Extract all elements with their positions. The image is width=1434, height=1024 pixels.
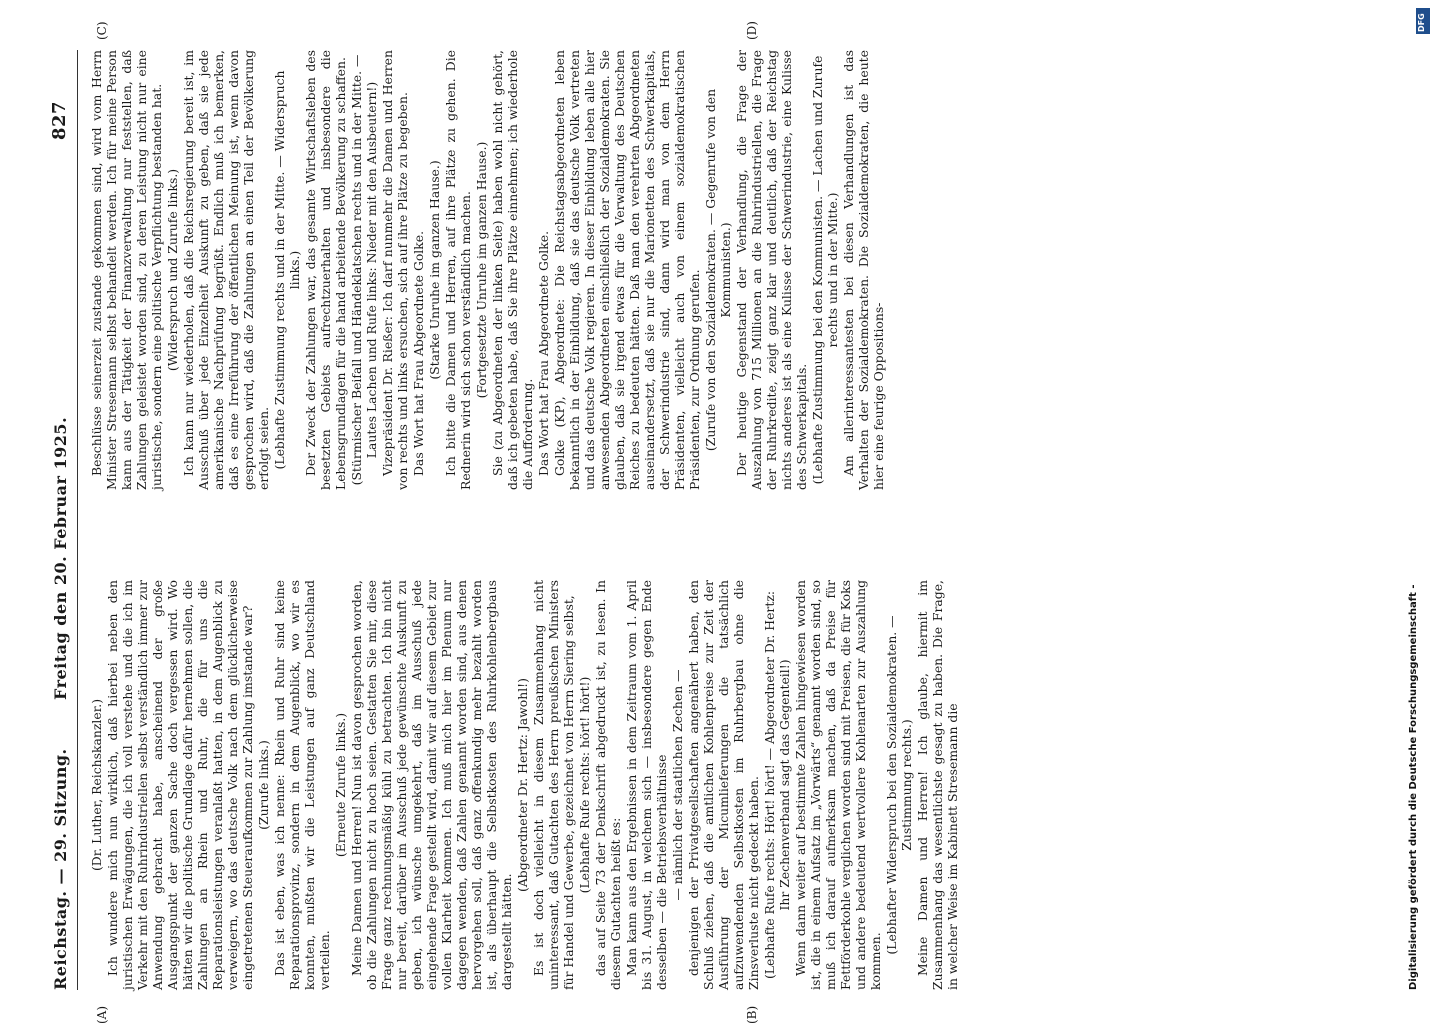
margin-letter-b: (B): [745, 1005, 759, 1024]
paragraph: (Starke Unruhe im ganzen Hause.): [427, 160, 442, 380]
paragraph: Wenn dann weiter auf bestimmte Zahlen hingewiesen worden ist, die in einem Aufsatz im „Vorwärts“ genannt worden sind, so muß ich darauf aufmerksam machen, daß da Preise für Fettförderkohle verglichen worden sind mit Preisen, die für Koks und andere bedeutend wertvollere Kohlenarten zur Auszahlung kommen.: [793, 580, 883, 990]
header-left: Reichstag. — 29. Sitzung.: [51, 748, 70, 990]
paragraph: Meine Damen und Herren! Ich glaube, hiermit im Zusammenhang das wesentlichste gesagt zu haben. Die Frage, in welcher Weise im Kabinett Stresemann die: [915, 580, 960, 990]
margin-letter-c: (C): [95, 21, 109, 40]
margin-letter-d: (D): [745, 21, 759, 40]
paragraph: (Lebhafter Widerspruch bei den Sozialdemokraten. — Zustimmung rechts.): [884, 615, 914, 955]
paragraph: Golke (KP), Abgeordnete: Die Reichstagsabgeordneten leben bekanntlich in der Einbildung, daß sie das deutsche Volk vertreten und das deutsche Volk regieren. In dieser Einbildung leben alle hier anwesenden Abgeordneten einschließlich der Sozialdemokraten. Sie glauben, daß sie irgend etwas für die Verwaltung des Deutschen Reiches zu bedeuten hätten. Daß man den verehrten Abgeordneten auseinandersetzt, daß sie nur die Marionetten des Schwerkapitals, der Schwerindustrie sind, dann wird man von dem Herrn Präsidenten, vielleicht auch von einem sozialdemokratischen Präsidenten, zur Ordnung gerufen.: [552, 50, 702, 490]
header-rule: [77, 50, 78, 990]
document-page: [45, 0, 1345, 1024]
paragraph: Meine Damen und Herren! Nun ist davon gesprochen worden, ob die Zahlungen nicht zu hoch seien. Gestatten Sie mir, diese Frage ganz rechnungsmäßig kühl zu betrachten. Ich bin nicht nur bereit, darüber im Ausschuß jede gewünschte Auskunft zu geben, ich wünsche umgekehrt, daß im Ausschuß jede eingehende Frage gestellt wird, damit wir auf diesem Gebiet zur vollen Klarheit kommen. Ich muß mich hier im Plenum nur dagegen wenden, daß Zahlen genannt worden sind, aus denen hervorgehen soll, daß ganz offenkundig mehr bezahlt worden ist, als überhaupt die Selbstkosten des Ruhrkohlenbergbaus dargestellt hätten.: [349, 580, 514, 990]
paragraph: Ich bitte die Damen und Herren, auf ihre Plätze zu gehen. Die Rednerin wird sich schon verständlich machen.: [443, 50, 473, 490]
paragraph: Am allerinteressantesten bei diesen Verhandlungen ist das Verhalten der Sozialdemokraten. Die Sozialdemokraten, die heute hier eine feurige Oppositions-: [841, 50, 886, 490]
paragraph: (Stürmischer Beifall und Händeklatschen rechts und in der Mitte. — Lautes Lachen und Rufe links: Nieder mit den Ausbeutern!): [349, 54, 379, 486]
paragraph: (Lebhafte Rufe rechts: hört! hört!): [577, 676, 592, 894]
digitization-note-text: Digitalisierung gefördert durch die Deutsche Forschungsgemeinschaft -: [1408, 584, 1419, 990]
page-number: 827: [49, 100, 70, 140]
paragraph: Man kann aus den Ergebnissen in dem Zeitraum vom 1. April bis 31. August, in welchem sich — insbesondere gegen Ende desselben — die Betriebsverhältnisse: [624, 580, 669, 990]
digitization-note: [1408, 10, 1428, 990]
dfg-logo: [1416, 8, 1430, 34]
text-column-right: [89, 50, 887, 490]
paragraph: Der Zweck der Zahlungen war, das gesamte Wirtschaftsleben des besetzten Gebiets aufrechtzuerhalten und insbesondere die Lebensgrundlagen für die hand arbeitende Bevölkerung zu schaffen.: [303, 50, 348, 490]
header-date: Freitag den 20. Februar 1925.: [51, 416, 70, 700]
paragraph: Ich wundere mich nun wirklich, daß hierbei neben den juristischen Erwägungen, die ich voll verstehe und die ich im Verkehr mit den Ruhrindustriellen selbst verständlich immer zur Anwendung gebracht habe, anscheinend der große Ausgangspunkt der ganzen Sache doch vergessen wird. Wo hätten wir die politische Grundlage dafür hernehmen sollen, die Zahlungen an Rhein und Ruhr, die für uns die Reparationsleistungen veranlaßt hatten, in dem Augenblick zu verweigern, wo das deutsche Volk nach dem glücklicherweise eingetretenen Steueraufkommen zur Zahlung imstande war?: [105, 580, 255, 990]
paragraph: (Abgeordneter Dr. Hertz: Jawohl!): [515, 678, 530, 893]
paragraph: das auf Seite 73 der Denkschrift abgedruckt ist, zu lesen. In diesem Gutachten heißt es:: [593, 580, 623, 990]
margin-letter-a: (A): [95, 1005, 109, 1024]
paragraph: (Dr. Luther, Reichskanzler.): [89, 698, 104, 872]
paragraph: Der heutige Gegenstand der Verhandlung, die Frage der Auszahlung von 715 Millionen an die Ruhrindustriellen, die Frage der Ruhrkredite, zeigt ganz klar und deutlich, daß der Reichstag nichts anderes ist als eine Kulisse der Schwerindustrie, eine Kulisse des Schwerkapitals.: [734, 50, 809, 490]
paragraph: Es ist doch vielleicht in diesem Zusammenhang nicht uninteressant, daß Gutachten des Herrn preußischen Ministers für Handel und Gewerbe, gezeichnet von Herrn Siering selbst,: [531, 580, 576, 990]
paragraph: (Lebhafte Zustimmung rechts und in der Mitte. — Widerspruch links.): [272, 70, 302, 470]
dfg-logo-text: DFG: [1417, 13, 1426, 32]
paragraph: Sie (zu Abgeordneten der linken Seite) haben wohl nicht gehört, daß ich gebeten habe, daß Sie ihre Plätze einnehmen; ich wiederhole die Aufforderung.: [490, 50, 535, 490]
paragraph: Das Wort hat Frau Abgeordnete Golke.: [411, 230, 426, 476]
paragraph: Vizepräsident Dr. Rießer: Ich darf nunmehr die Damen und Herren von rechts und links ersuchen, sich auf ihre Plätze zu begeben.: [380, 50, 410, 490]
paragraph: (Widerspruch und Zurufe links.): [165, 168, 180, 372]
paragraph: Das Wort hat Frau Abgeordnete Golke.: [536, 230, 551, 476]
paragraph: Das ist eben, was ich nenne: Rhein und Ruhr sind keine Reparationsprovinz, sondern in dem Augenblick, wo wir es konnten, mußten wir die Leistungen auf ganz Deutschland verteilen.: [272, 580, 332, 990]
text-column-left: [89, 580, 961, 990]
paragraph: (Zurufe von den Sozialdemokraten. — Gegenrufe von den Kommunisten.): [703, 88, 733, 452]
paragraph: denjenigen der Privatgesellschaften angenähert haben, den Schluß ziehen, daß die amtlichen Kohlenpreise zur Zeit der Ausführung der Micumlieferungen die tatsächlich aufzuwendenden Selbstkosten im Ruhrbergbau ohne die Zinsverluste nicht gedeckt haben.: [686, 580, 761, 990]
paragraph: (Lebhafte Rufe rechts: Hört! hört! — Abgeordneter Dr. Hertz: Ihr Zechenverband sagt das Gegenteil!): [762, 590, 792, 980]
paragraph: — nämlich der staatlichen Zechen —: [670, 669, 685, 901]
paragraph: (Erneute Zurufe links.): [333, 712, 348, 858]
paragraph: (Zurufe links.): [256, 740, 271, 830]
paragraph: (Fortgesetzte Unruhe im ganzen Hause.): [474, 141, 489, 399]
paragraph: (Lebhafte Zustimmung bei den Kommunisten. — Lachen und Zurufe rechts und in der Mitte.): [810, 55, 840, 485]
page-header: [45, 50, 75, 990]
paragraph: Ich kann nur wiederholen, daß die Reichsregierung bereit ist, im Ausschuß über jede Einzelheit Auskunft zu geben, daß sie jede amerikanische Nachprüfung begrüßt. Endlich muß ich bemerken, daß es eine Irreführung der öffentlichen Meinung ist, wenn davon gesprochen wird, daß die Zahlungen an einen Teil der Bevölkerung erfolgt seien.: [181, 50, 271, 490]
paragraph: Beschlüsse seinerzeit zustande gekommen sind, wird vom Herrn Minister Stresemann selbst behandelt werden. Ich für meine Person kann aus der Tätigkeit der Finanzverwaltung nur feststellen, daß Zahlungen geleistet worden sind, zu deren Leistung nicht nur eine juristische, sondern eine politische Verpflichtung bestanden hat.: [89, 50, 164, 490]
